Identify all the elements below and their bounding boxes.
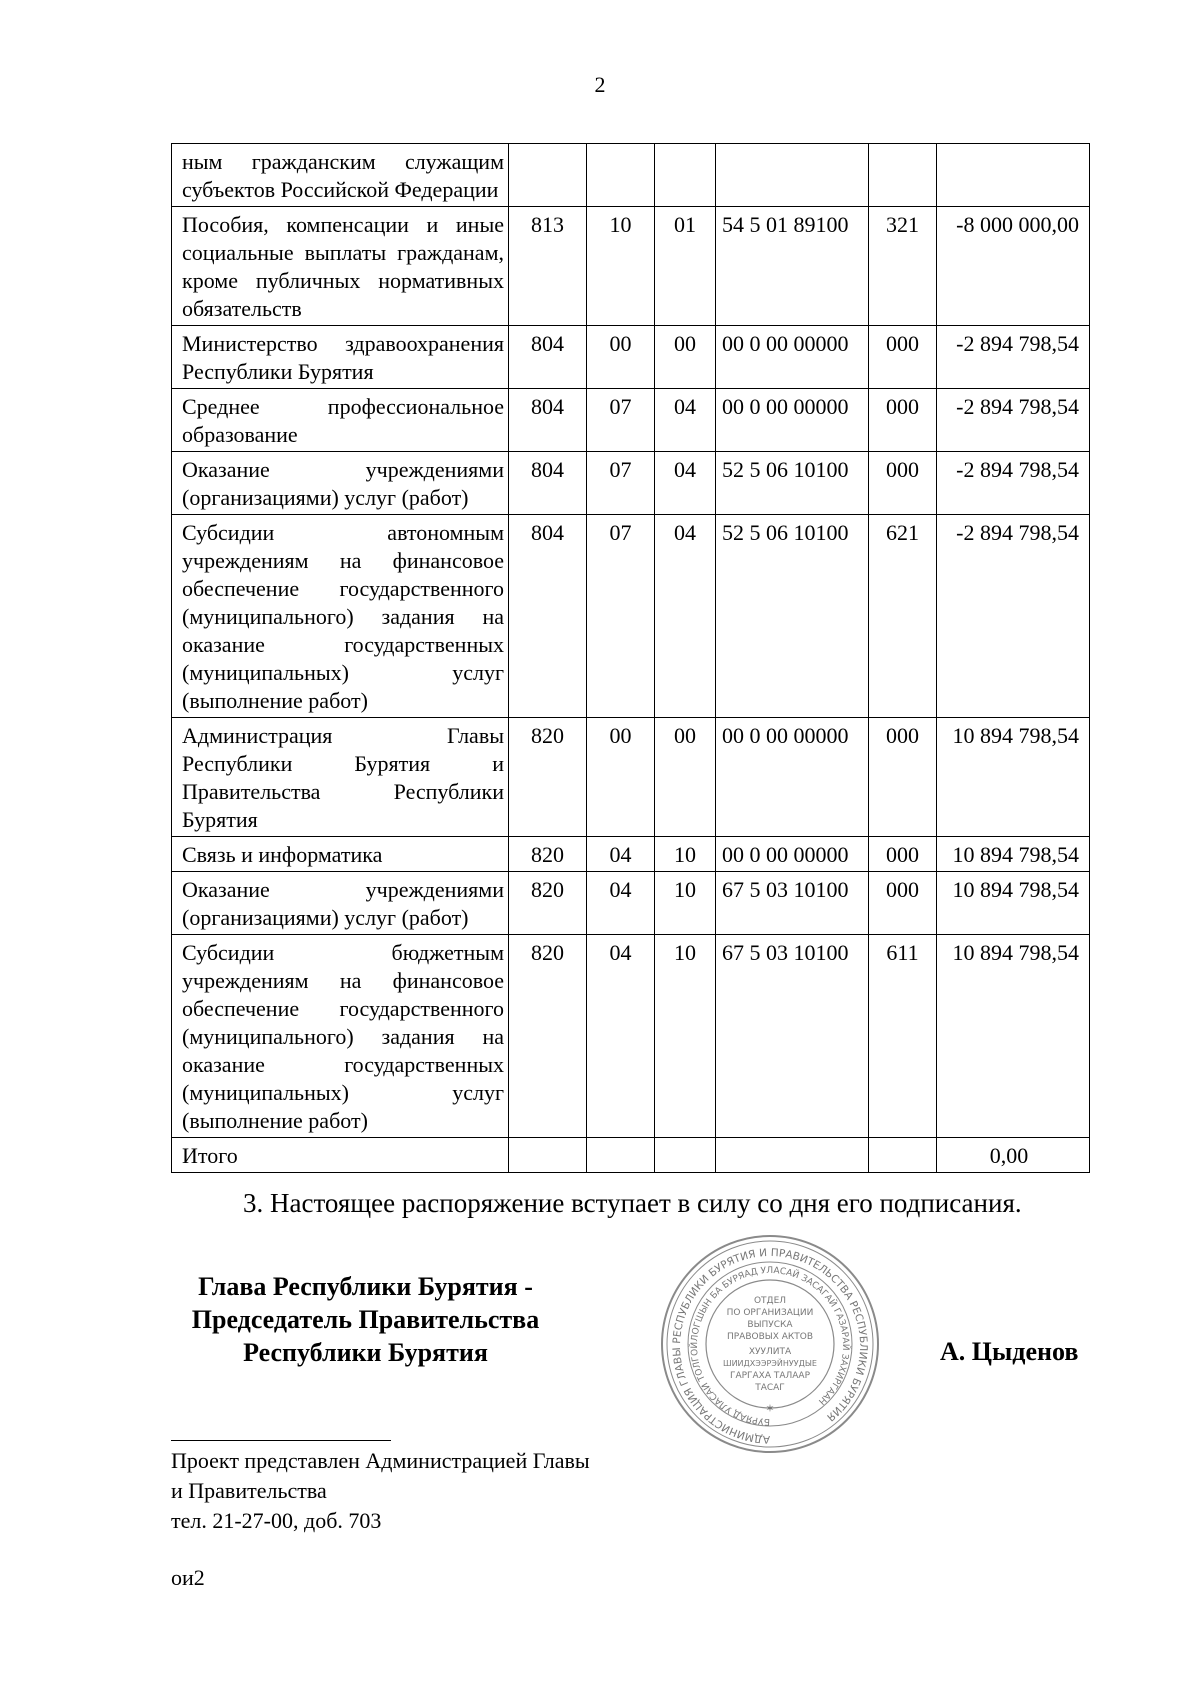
row-section-code: 00 <box>587 326 655 389</box>
row-section-code <box>587 144 655 207</box>
table-row <box>172 207 1090 326</box>
table-row <box>172 718 1090 837</box>
seal-center-text: ОТДЕЛ <box>753 1296 787 1306</box>
row-expense-type-code <box>869 144 937 207</box>
row-section-code: 04 <box>587 935 655 1138</box>
row-expense-type-code: 000 <box>869 872 937 935</box>
row-expense-type-code: 000 <box>869 389 937 452</box>
seal-inner-text: БУРЯАД УЛАСАЙ ТОЛГОЙЛОГШЫН БА БУРЯАД УЛАСАЙ ЗАСАГАЙ ГАЗАРАЙ ЗАХИРГААН <box>690 1265 851 1427</box>
budget-table <box>171 143 1090 1173</box>
row-ministry-code: 813 <box>509 207 587 326</box>
seal-center-text: ПО ОРГАНИЗАЦИИ <box>726 1308 814 1318</box>
footnote-line: и Правительства <box>171 1478 327 1503</box>
table-row <box>172 935 1090 1138</box>
signatory-title-line: Республики Бурятия <box>243 1338 488 1367</box>
seal-center-text: ВЫПУСКА <box>747 1320 793 1330</box>
footnote-line: тел. 21-27-00, доб. 703 <box>171 1508 382 1533</box>
total-label: Итого <box>172 1138 509 1173</box>
row-amount: 10 894 798,54 <box>937 935 1090 1138</box>
signatory-name: А. Цыденов <box>940 1337 1079 1366</box>
row-amount: -8 000 000,00 <box>937 207 1090 326</box>
row-description: ным гражданским служащим субъектов Российской Федерации <box>172 144 509 207</box>
row-target-article-code: 52 5 06 10100 <box>716 515 869 718</box>
svg-text:АДМИНИСТРАЦИЯ ГЛАВЫ РЕСПУБЛИКИ <box>671 1247 869 1445</box>
row-ministry-code: 804 <box>509 515 587 718</box>
total-row <box>172 1138 1090 1173</box>
row-amount: -2 894 798,54 <box>937 515 1090 718</box>
row-amount: -2 894 798,54 <box>937 326 1090 389</box>
row-expense-type-code: 321 <box>869 207 937 326</box>
row-description: Администрация Главы Республики Бурятия и Правительства Республики Бурятия <box>172 718 509 837</box>
row-description: Пособия, компенсации и иные социальные выплаты гражданам, кроме публичных нормативных обязательств <box>172 207 509 326</box>
row-target-article-code: 00 0 00 00000 <box>716 326 869 389</box>
seal-center-text: ПРАВОВЫХ АКТОВ <box>726 1332 814 1342</box>
seal-outer-text: АДМИНИСТРАЦИЯ ГЛАВЫ РЕСПУБЛИКИ БУРЯТИЯ И ПРАВИТЕЛЬСТВА РЕСПУБЛИКИ БУРЯТИЯ <box>670 1246 870 1446</box>
row-target-article-code: 67 5 03 10100 <box>716 872 869 935</box>
seal-center-text: ГАРГАХА ТАЛААР <box>729 1371 811 1381</box>
row-section-code: 04 <box>587 872 655 935</box>
footnote <box>171 1446 590 1536</box>
row-amount: -2 894 798,54 <box>937 452 1090 515</box>
document-code: ои2 <box>171 1565 205 1590</box>
table-row <box>172 326 1090 389</box>
signatory-title <box>168 1270 563 1369</box>
row-description: Оказание учреждениями (организациями) услуг (работ) <box>172 452 509 515</box>
clause-3: 3. Настоящее распоряжение вступает в силу со дня его подписания. <box>243 1188 1022 1218</box>
row-subsection-code: 04 <box>655 452 716 515</box>
total-amount: 0,00 <box>937 1138 1090 1173</box>
row-section-code: 04 <box>587 837 655 872</box>
row-expense-type-code: 000 <box>869 718 937 837</box>
seal-center-text: ХУУЛИТА <box>748 1347 792 1357</box>
row-target-article-code: 00 0 00 00000 <box>716 389 869 452</box>
page-number: 2 <box>594 72 606 97</box>
row-subsection-code <box>655 144 716 207</box>
row-expense-type-code: 611 <box>869 935 937 1138</box>
row-description: Оказание учреждениями (организациями) услуг (работ) <box>172 872 509 935</box>
table-row <box>172 837 1090 872</box>
row-ministry-code: 820 <box>509 837 587 872</box>
row-expense-type-code: 000 <box>869 837 937 872</box>
signatory-title-line: Председатель Правительства <box>191 1305 540 1334</box>
table-row <box>172 389 1090 452</box>
row-section-code: 07 <box>587 515 655 718</box>
signatory-title-line: Глава Республики Бурятия - <box>198 1272 533 1301</box>
table-row <box>172 452 1090 515</box>
row-ministry-code: 804 <box>509 389 587 452</box>
row-expense-type-code: 621 <box>869 515 937 718</box>
row-target-article-code: 54 5 01 89100 <box>716 207 869 326</box>
table-row <box>172 144 1090 207</box>
footnote-divider <box>171 1440 391 1441</box>
row-subsection-code: 10 <box>655 935 716 1138</box>
seal-star-icon: ✶ <box>765 1403 775 1415</box>
row-subsection-code: 00 <box>655 326 716 389</box>
table-row <box>172 872 1090 935</box>
row-description: Субсидии автономным учреждениям на финансовое обеспечение государственного (муниципального) задания на оказание государственных (муниципальных) услуг (выполнение работ) <box>172 515 509 718</box>
row-amount: 10 894 798,54 <box>937 718 1090 837</box>
row-target-article-code: 67 5 03 10100 <box>716 935 869 1138</box>
official-seal <box>655 1234 885 1454</box>
row-subsection-code: 01 <box>655 207 716 326</box>
footnote-line: Проект представлен Администрацией Главы <box>171 1448 590 1473</box>
seal-center-text: ШИИДХЭЭРЭЙНУУДЫЕ <box>723 1359 817 1368</box>
row-ministry-code: 804 <box>509 326 587 389</box>
row-amount: 10 894 798,54 <box>937 837 1090 872</box>
row-expense-type-code: 000 <box>869 452 937 515</box>
row-target-article-code <box>716 144 869 207</box>
row-description: Субсидии бюджетным учреждениям на финансовое обеспечение государственного (муниципального) задания на оказание государственных (муниципальных) услуг (выполнение работ) <box>172 935 509 1138</box>
row-section-code: 07 <box>587 452 655 515</box>
row-target-article-code: 00 0 00 00000 <box>716 837 869 872</box>
row-subsection-code: 00 <box>655 718 716 837</box>
row-section-code: 00 <box>587 718 655 837</box>
row-description: Связь и информатика <box>172 837 509 872</box>
row-ministry-code: 820 <box>509 718 587 837</box>
row-section-code: 07 <box>587 389 655 452</box>
seal-center-text: ТАСАГ <box>755 1383 785 1393</box>
table-row <box>172 515 1090 718</box>
row-subsection-code: 04 <box>655 515 716 718</box>
row-description: Министерство здравоохранения Республики Бурятия <box>172 326 509 389</box>
row-description: Среднее профессиональное образование <box>172 389 509 452</box>
row-section-code: 10 <box>587 207 655 326</box>
row-amount <box>937 144 1090 207</box>
row-amount: 10 894 798,54 <box>937 872 1090 935</box>
row-subsection-code: 10 <box>655 872 716 935</box>
row-ministry-code <box>509 144 587 207</box>
row-ministry-code: 820 <box>509 872 587 935</box>
row-target-article-code: 52 5 06 10100 <box>716 452 869 515</box>
row-subsection-code: 04 <box>655 389 716 452</box>
row-target-article-code: 00 0 00 00000 <box>716 718 869 837</box>
row-amount: -2 894 798,54 <box>937 389 1090 452</box>
row-ministry-code: 804 <box>509 452 587 515</box>
row-expense-type-code: 000 <box>869 326 937 389</box>
row-subsection-code: 10 <box>655 837 716 872</box>
row-ministry-code: 820 <box>509 935 587 1138</box>
